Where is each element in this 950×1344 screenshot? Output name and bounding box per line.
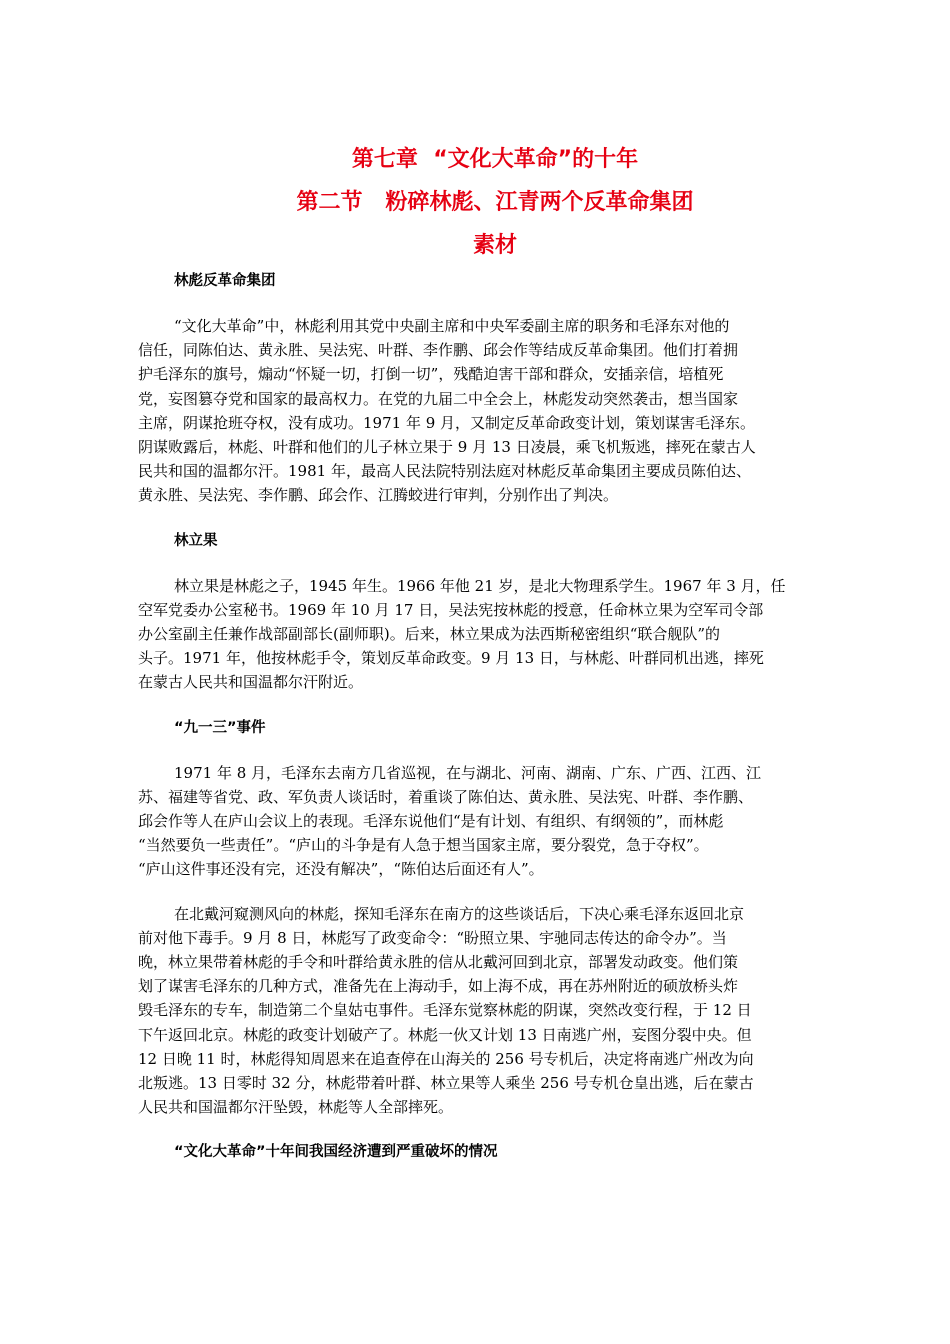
paragraph	[138, 761, 828, 882]
text-line: 划了谋害毛泽东的几种方式，准备先在上海动手，如上海不成，再在苏州附近的硕放桥头炸	[138, 977, 739, 996]
text-line: 晚，林立果带着林彪的手令和叶群给黄永胜的信从北戴河回到北京，部署发动政变。他们策	[138, 953, 739, 972]
text-line: 下午返回北京。林彪的政变计划破产了。林彪一伙又计划 13 日南逃广州，妄图分裂中央。但	[138, 1025, 752, 1044]
text-line: 阴谋败露后，林彪、叶群和他们的儿子林立果于 9 月 13 日凌晨，乘飞机叛逃，摔死在蒙古人	[138, 438, 756, 457]
text-line: 林立果是林彪之子，1945 年生。1966 年他 21 岁，是北大物理系学生。1967 年 3 月，任	[174, 576, 786, 595]
text-line: 空军党委办公室秘书。1969 年 10 月 17 日，吴法宪按林彪的授意，任命林立果为空军司令部	[138, 600, 764, 619]
section-heading-linbiao-group: 林彪反革命集团	[174, 273, 276, 289]
text-line: 毁毛泽东的专车，制造第二个皇姑屯事件。毛泽东觉察林彪的阴谋，突然改变行程，于 12 日	[138, 1001, 752, 1020]
text-line: 北叛逃。13 日零时 32 分，林彪带着叶群、林立果等人乘坐 256 号专机仓皇出逃，后在蒙古	[138, 1074, 754, 1093]
document-body	[138, 268, 828, 1185]
text-line: 信任，同陈伯达、黄永胜、吴法宪、叶群、李作鹏、邱会作等结成反革命集团。他们打着拥	[138, 341, 739, 360]
text-line: “庐山这件事还没有完，还没有解决”，“陈伯达后面还有人”。	[138, 860, 544, 879]
text-line: 党，妄图篡夺党和国家的最高权力。在党的九届二中全会上，林彪发动突然袭击，想当国家	[138, 389, 739, 408]
text-line: 1971 年 8 月，毛泽东去南方几省巡视，在与湖北、河南、湖南、广东、广西、江西、江	[174, 763, 762, 782]
section-heading-september-13-incident: “九一三”事件	[174, 719, 266, 736]
text-line: “当然要负一些责任”。“庐山的斗争是有人急于想当国家主席，要分裂党，急于夺权”。	[138, 836, 709, 855]
text-line: 在蒙古人民共和国温都尔汗附近。	[138, 673, 364, 692]
chapter-title: 第七章 “文化大革命”的十年	[351, 147, 639, 172]
text-line: 头子。1971 年，他按林彪手令，策划反革命政变。9 月 13 日，与林彪、叶群同机出逃，摔死	[138, 649, 764, 668]
text-line: 人民共和国温都尔汗坠毁，林彪等人全部摔死。	[138, 1098, 454, 1117]
text-line: 护毛泽东的旗号，煽动“怀疑一切，打倒一切”，残酷迫害干部和群众，安插亲信，培植死	[138, 365, 724, 384]
paragraph	[138, 574, 828, 695]
text-line: 前对他下毒手。9 月 8 日，林彪写了政变命令：“盼照立果、宇驰同志传达的命令办”。当	[138, 928, 727, 947]
title-block	[0, 138, 950, 267]
text-line: 民共和国的温都尔汗。1981 年，最高人民法院特别法庭对林彪反革命集团主要成员陈伯达、	[138, 462, 751, 481]
text-line: “文化大革命”中，林彪利用其党中央副主席和中央军委副主席的职务和毛泽东对他的	[174, 317, 730, 335]
section-title: 第二节 粉碎林彪、江青两个反革命集团	[296, 190, 694, 215]
text-line: 主席，阴谋抢班夺权，没有成功。1971 年 9 月，又制定反革命政变计划，策划谋害毛泽东。	[138, 413, 756, 432]
text-line: 黄永胜、吴法宪、李作鹏、邱会作、江腾蛟进行审判，分别作出了判决。	[138, 486, 619, 505]
text-line: 邱会作等人在庐山会议上的表现。毛泽东说他们“是有计划、有组织、有纲领的”，而林彪	[138, 812, 724, 831]
text-line: 12 日晚 11 时，林彪得知周恩来在追查停在山海关的 256 号专机后，决定将南逃广州改为向	[138, 1049, 754, 1068]
paragraph	[138, 902, 828, 1120]
section-heading-lin-liguo: 林立果	[174, 532, 218, 549]
text-line: 苏、福建等省党、政、军负责人谈话时，着重谈了陈伯达、黄永胜、吴法宪、叶群、李作鹏、	[138, 787, 754, 806]
section-heading-economy-damage: “文化大革命”十年间我国经济遭到严重破坏的情况	[174, 1144, 498, 1161]
text-line: 在北戴河窥测风向的林彪，探知毛泽东在南方的这些谈话后，下决心乘毛泽东返回北京	[174, 904, 745, 923]
material-title: 素材	[472, 233, 517, 258]
text-line: 办公室副主任兼作战部副部长(副师职)。后来，林立果成为法西斯秘密组织“联合舰队”的	[138, 625, 721, 644]
paragraph	[138, 314, 828, 508]
